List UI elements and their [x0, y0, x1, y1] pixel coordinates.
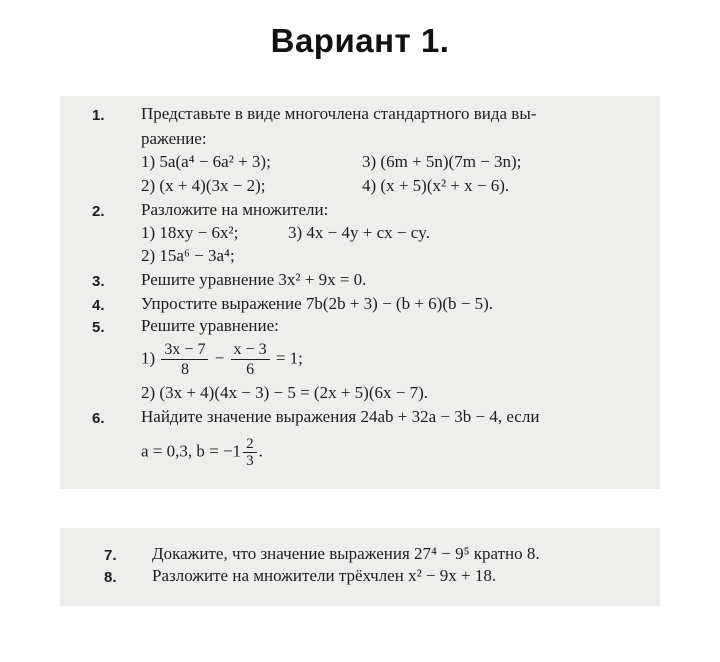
- page-title: Вариант 1.: [270, 22, 450, 59]
- minus-sign: −: [214, 348, 225, 368]
- equation-rhs: = 1;: [275, 348, 303, 368]
- fraction-numerator: 2: [243, 436, 257, 453]
- task-item: 2) (3x + 4)(4x − 3) − 5 = (2x + 5)(6x − 7).: [141, 383, 428, 402]
- task-item: 3) (6m + 5n)(7m − 3n);: [362, 152, 522, 171]
- task-text: Решите уравнение:: [141, 316, 279, 335]
- task-item: 1) 5a(a⁴ − 6a² + 3);: [141, 152, 271, 171]
- task-item: 1) 18xy − 6x²;: [141, 223, 239, 242]
- fraction: [161, 340, 208, 379]
- task-item: 2) 15a⁶ − 3a⁴;: [141, 246, 235, 265]
- task-text: Упростите выражение 7b(2b + 3) − (b + 6)(b − 5).: [141, 294, 493, 313]
- task-number: 5.: [92, 319, 105, 336]
- fraction-denominator: 3: [246, 453, 254, 469]
- task-item: 4) (x + 5)(x² + x − 6).: [362, 176, 510, 195]
- task-number: 4.: [92, 297, 105, 314]
- given-values: [141, 436, 263, 469]
- fraction-denominator: 6: [246, 361, 255, 378]
- task-text: Разложите на множители трёхчлен x² − 9x + 18.: [152, 566, 497, 585]
- given-values-end: .: [258, 441, 263, 461]
- task-number: 3.: [92, 273, 105, 290]
- fraction-denominator: 8: [180, 361, 189, 378]
- fraction: [231, 340, 270, 379]
- fraction: [243, 436, 257, 469]
- equation-fraction-row: [141, 340, 303, 379]
- task-number: 7.: [104, 547, 117, 564]
- task-text: Докажите, что значение выражения 27⁴ − 9⁵ кратно 8.: [152, 544, 540, 563]
- task-number: 1.: [92, 107, 105, 124]
- task-text: Разложите на множители:: [141, 200, 329, 219]
- fraction-numerator: 3x − 7: [161, 340, 208, 360]
- task-item: 2) (x + 4)(3x − 2);: [141, 176, 266, 195]
- given-values-text: a = 0,3, b = −1: [141, 441, 242, 461]
- task-number: 2.: [92, 203, 105, 220]
- task-number: 6.: [92, 410, 105, 427]
- task-text: Решите уравнение 3x² + 9x = 0.: [141, 270, 367, 289]
- task-item: 3) 4x − 4y + cx − cy.: [288, 223, 430, 242]
- task-text: Представьте в виде многочлена стандартного вида вы-: [141, 104, 537, 123]
- fraction-numerator: x − 3: [231, 340, 270, 360]
- equation-prefix: 1): [141, 348, 156, 368]
- task-text: Найдите значение выражения 24ab + 32a − 3b − 4, если: [141, 407, 540, 426]
- task-text-continued: ражение:: [141, 129, 207, 148]
- task-number: 8.: [104, 569, 117, 586]
